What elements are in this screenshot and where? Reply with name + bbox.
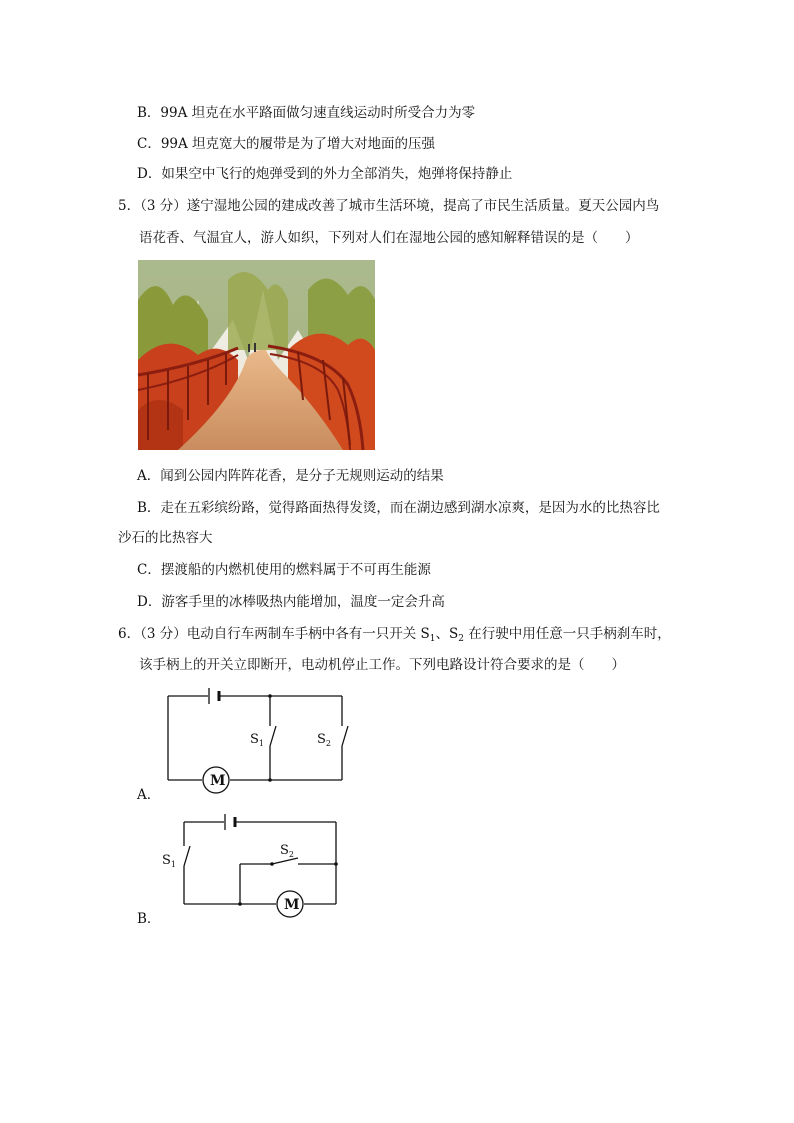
q4-option-b: B．99A 坦克在水平路面做匀速直线运动时所受合力为零 <box>137 105 476 121</box>
q6-option-a-label: A． <box>137 787 161 803</box>
circuit-diagram-a <box>160 688 360 798</box>
switch-s2-b-label: $S_2$ <box>280 843 294 859</box>
q4-option-c: C．99A 坦克宽大的履带是为了增大对地面的压强 <box>137 136 436 152</box>
motor-b-label: M <box>284 897 300 913</box>
wetland-park-photo <box>138 260 375 450</box>
motor-a-label: M <box>210 773 226 789</box>
q6-stem-line1: 6．（3 分）电动自行车两制车手柄中各有一只开关 $S_1$、$S_2$ 在行驶中用任意一只手柄刹车时， <box>118 626 671 644</box>
switch-s1-a-label: $S_1$ <box>250 732 264 748</box>
q6-stem-line2: 该手柄上的开关立即断开，电动机停止工作。下列电路设计符合要求的是（ ） <box>139 657 625 673</box>
q5-stem-line2: 语花香、气温宜人，游人如织，下列对人们在湿地公园的感知解释错误的是（ ） <box>139 230 639 246</box>
circuit-diagram-b <box>162 808 366 918</box>
q5-option-d: D．游客手里的冰棒吸热内能增加，温度一定会升高 <box>137 594 445 610</box>
q4-option-d: D．如果空中飞行的炮弹受到的外力全部消失，炮弹将保持静止 <box>137 166 513 182</box>
q5-stem-line1: 5．（3 分）遂宁湿地公园的建成改善了城市生活环境，提高了市民生活质量。夏天公园内鸟 <box>118 198 660 214</box>
q6-option-b-label: B． <box>137 911 161 927</box>
q5-option-c: C．摆渡船的内燃机使用的燃料属于不可再生能源 <box>137 562 431 578</box>
q5-option-b-line1: B．走在五彩缤纷路，觉得路面热得发烫，而在湖边感到湖水凉爽，是因为水的比热容比 <box>137 500 660 516</box>
q5-option-a: A．闻到公园内阵阵花香，是分子无规则运动的结果 <box>137 468 444 484</box>
switch-s2-a-label: $S_2$ <box>317 732 331 748</box>
q5-option-b-line2: 沙石的比热容大 <box>118 530 213 546</box>
switch-s1-b-label: $S_1$ <box>162 853 176 869</box>
